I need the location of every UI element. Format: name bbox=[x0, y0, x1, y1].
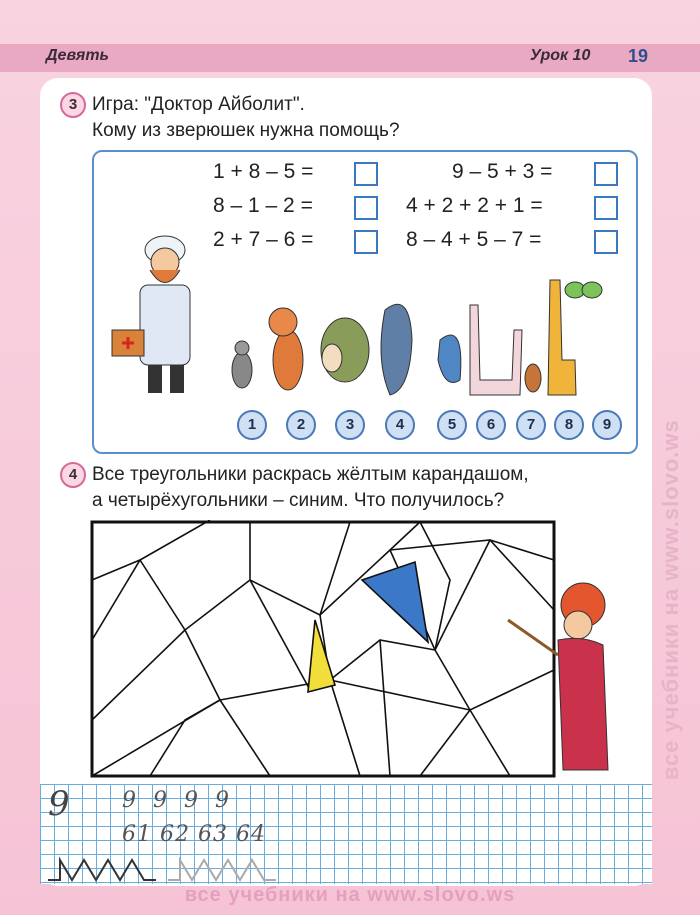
animal-number-2: 2 bbox=[286, 410, 316, 440]
animal-number-7: 7 bbox=[516, 410, 546, 440]
task-4-number: 4 bbox=[60, 462, 86, 488]
task-3-line-1: Игра: "Доктор Айболит". bbox=[92, 94, 305, 115]
copy-row-nines: 9 9 9 9 bbox=[122, 788, 230, 813]
task-4-line-2: а четырёхугольники – синим. Что получилось? bbox=[92, 490, 505, 511]
hedgehog-figure bbox=[321, 318, 369, 382]
seal-figure bbox=[381, 304, 412, 395]
animal-number-1: 1 bbox=[237, 410, 267, 440]
dolphin-figure bbox=[438, 335, 461, 383]
shapes-coloring-puzzle bbox=[90, 520, 556, 780]
animal-number-4: 4 bbox=[385, 410, 415, 440]
lesson-label: Урок 10 bbox=[530, 47, 591, 64]
butterfly-figure bbox=[565, 282, 602, 298]
zigzag-pattern bbox=[48, 856, 288, 882]
copy-row-numbers: 61 62 63 64 bbox=[122, 822, 266, 847]
expression-right-2: 4 + 2 + 2 + 1 = bbox=[406, 194, 543, 217]
girl-pointer-illustration bbox=[498, 580, 628, 780]
expression-right-3: 8 – 4 + 5 – 7 = bbox=[406, 228, 542, 251]
task-3-line-2: Кому из зверюшек нужна помощь? bbox=[92, 120, 400, 141]
animal-number-9: 9 bbox=[592, 410, 622, 440]
task-3-number: 3 bbox=[60, 92, 86, 118]
expression-left-1: 1 + 8 – 5 = bbox=[213, 160, 314, 183]
page-number: 19 bbox=[628, 46, 649, 66]
animal-number-6: 6 bbox=[476, 410, 506, 440]
dog-figure bbox=[269, 308, 303, 390]
task-4-line-1: Все треугольники раскрась жёлтым карандашом, bbox=[92, 464, 529, 485]
animal-number-8: 8 bbox=[554, 410, 584, 440]
expression-left-3: 2 + 7 – 6 = bbox=[213, 228, 314, 251]
mouse-figure bbox=[232, 341, 252, 388]
topic-title: Девять bbox=[46, 47, 110, 64]
doctor-and-animals-illustration bbox=[100, 210, 620, 410]
llama-figure bbox=[470, 305, 522, 395]
footer-watermark: все учебники на www.slovo.ws bbox=[184, 884, 516, 906]
squirrel-figure bbox=[525, 364, 541, 392]
side-watermark: все учебники на www.slovo.ws bbox=[658, 419, 683, 780]
expression-left-2: 8 – 1 – 2 = bbox=[213, 194, 313, 217]
animal-number-3: 3 bbox=[335, 410, 365, 440]
animal-number-5: 5 bbox=[437, 410, 467, 440]
sample-digit-nine: 9 bbox=[48, 784, 70, 824]
expression-right-1: 9 – 5 + 3 = bbox=[452, 160, 553, 183]
doctor-aibolit-figure bbox=[112, 236, 190, 393]
answer-box-left-1[interactable] bbox=[354, 162, 378, 186]
answer-box-right-1[interactable] bbox=[594, 162, 618, 186]
